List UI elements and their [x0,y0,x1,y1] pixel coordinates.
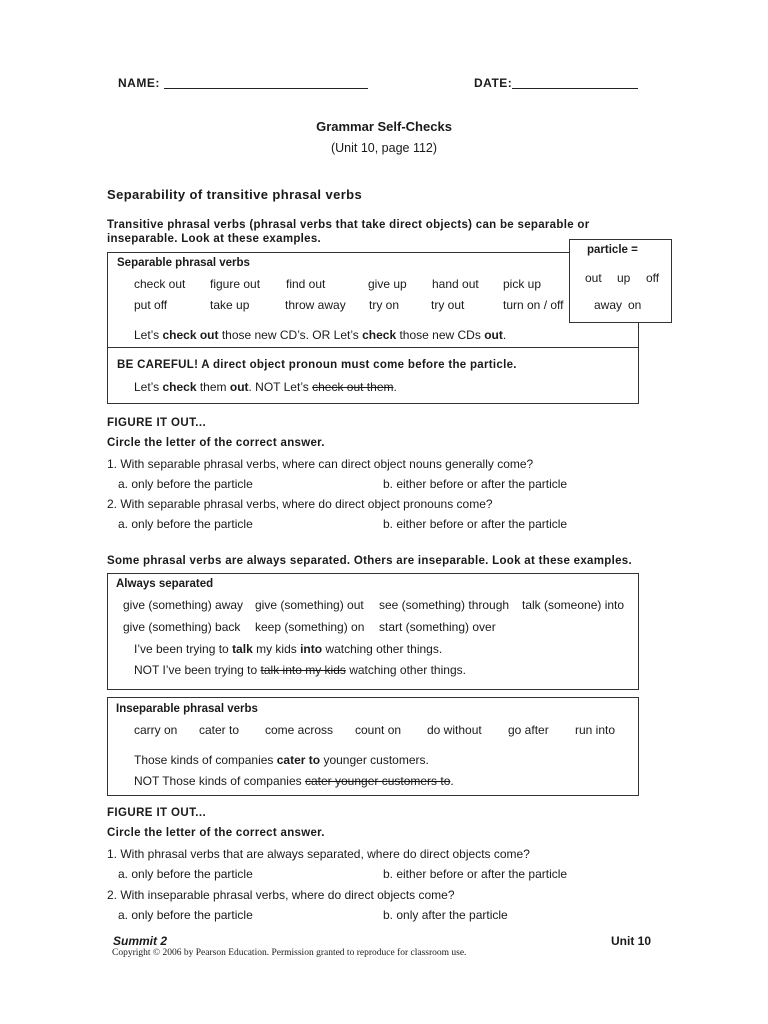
figure1-question2: 2. With separable phrasal verbs, where do direct object pronouns come? [107,497,493,511]
inseparable-box-title: Inseparable phrasal verbs [116,703,258,715]
figure1-q1-option-a[interactable]: a. only before the particle [118,477,253,491]
section1-heading: Separability of transitive phrasal verbs [107,187,363,202]
separable-example: Let’s check out those new CD’s. OR Let’s check those new CDs out. [134,328,507,342]
verb-item: find out [286,277,326,291]
separable-box-title: Separable phrasal verbs [117,257,250,269]
figure1-instruction: Circle the letter of the correct answer. [107,437,325,449]
insep-example1: Those kinds of companies cater to younger customers. [134,753,429,767]
verb-item: give up [368,277,407,291]
figure2-q1-option-a[interactable]: a. only before the particle [118,867,253,881]
verb-item: throw away [285,298,346,312]
footer-unit: Unit 10 [611,934,652,948]
verb-item: cater to [199,723,240,737]
section2-intro: Some phrasal verbs are always separated. Others are inseparable. Look at these examples. [107,555,632,567]
figure2-q2-option-a[interactable]: a. only before the particle [118,908,253,922]
name-field-line[interactable] [164,88,368,89]
verb-item: go after [508,723,549,737]
footer-copyright: Copyright © 2006 by Pearson Education. Permission granted to reproduce for classroom use. [112,948,467,958]
verb-item: take up [210,298,250,312]
careful-example: Let’s check them out. NOT Let’s check out them. [134,380,397,394]
particle-item: on [628,298,642,312]
particle-item: out [585,271,602,285]
date-field-line[interactable] [512,88,638,89]
verb-item: put off [134,298,168,312]
figure2-question2: 2. With inseparable phrasal verbs, where do direct objects come? [107,888,455,902]
careful-box [107,347,639,404]
verb-item: figure out [210,277,261,291]
verb-item: come across [265,723,334,737]
verb-item: keep (something) on [255,620,365,634]
section1-intro-line1: Transitive phrasal verbs (phrasal verbs that take direct objects) can be separable or [107,219,590,231]
particle-box-title: particle = [587,244,638,256]
always-example2: NOT I’ve been trying to talk into my kids watching other things. [134,663,466,677]
figure1-question1: 1. With separable phrasal verbs, where can direct object nouns generally come? [107,457,534,471]
verb-item: carry on [134,723,178,737]
verb-item: give (something) away [123,598,244,612]
careful-box-title: BE CAREFUL! A direct object pronoun must come before the particle. [117,359,517,371]
verb-item: see (something) through [379,598,510,612]
figure1-q1-option-b[interactable]: b. either before or after the particle [383,477,568,491]
verb-item: talk (someone) into [522,598,625,612]
verb-item: start (something) over [379,620,496,634]
always-box-title: Always separated [116,578,214,590]
verb-item: count on [355,723,402,737]
figure1-q2-option-b[interactable]: b. either before or after the particle [383,517,568,531]
particle-item: away [594,298,623,312]
verb-item: try out [431,298,465,312]
figure2-heading: FIGURE IT OUT... [107,807,207,819]
verb-item: hand out [432,277,479,291]
verb-item: give (something) back [123,620,241,634]
verb-item: do without [427,723,482,737]
verb-item: turn on / off [503,298,564,312]
always-example1: I’ve been trying to talk my kids into watching other things. [134,642,443,656]
verb-item: try on [369,298,400,312]
figure2-instruction: Circle the letter of the correct answer. [107,827,325,839]
figure2-q1-option-b[interactable]: b. either before or after the particle [383,867,568,881]
verb-item: pick up [503,277,542,291]
figure1-heading: FIGURE IT OUT... [107,417,207,429]
section1-intro-line2: inseparable. Look at these examples. [107,233,322,245]
figure2-q2-option-b[interactable]: b. only after the particle [383,908,508,922]
page-subtitle: (Unit 10, page 112) [330,141,438,155]
verb-item: check out [134,277,186,291]
footer-book: Summit 2 [113,934,168,948]
figure2-question1: 1. With phrasal verbs that are always separated, where do direct objects come? [107,847,530,861]
name-label: NAME: [118,76,160,90]
figure1-q2-option-a[interactable]: a. only before the particle [118,517,253,531]
particle-item: up [617,271,631,285]
particle-item: off [646,271,660,285]
verb-item: give (something) out [255,598,364,612]
insep-example2: NOT Those kinds of companies cater younger customers to. [134,774,454,788]
verb-item: run into [575,723,616,737]
date-label: DATE: [474,76,513,90]
page-title: Grammar Self-Checks [316,119,452,134]
